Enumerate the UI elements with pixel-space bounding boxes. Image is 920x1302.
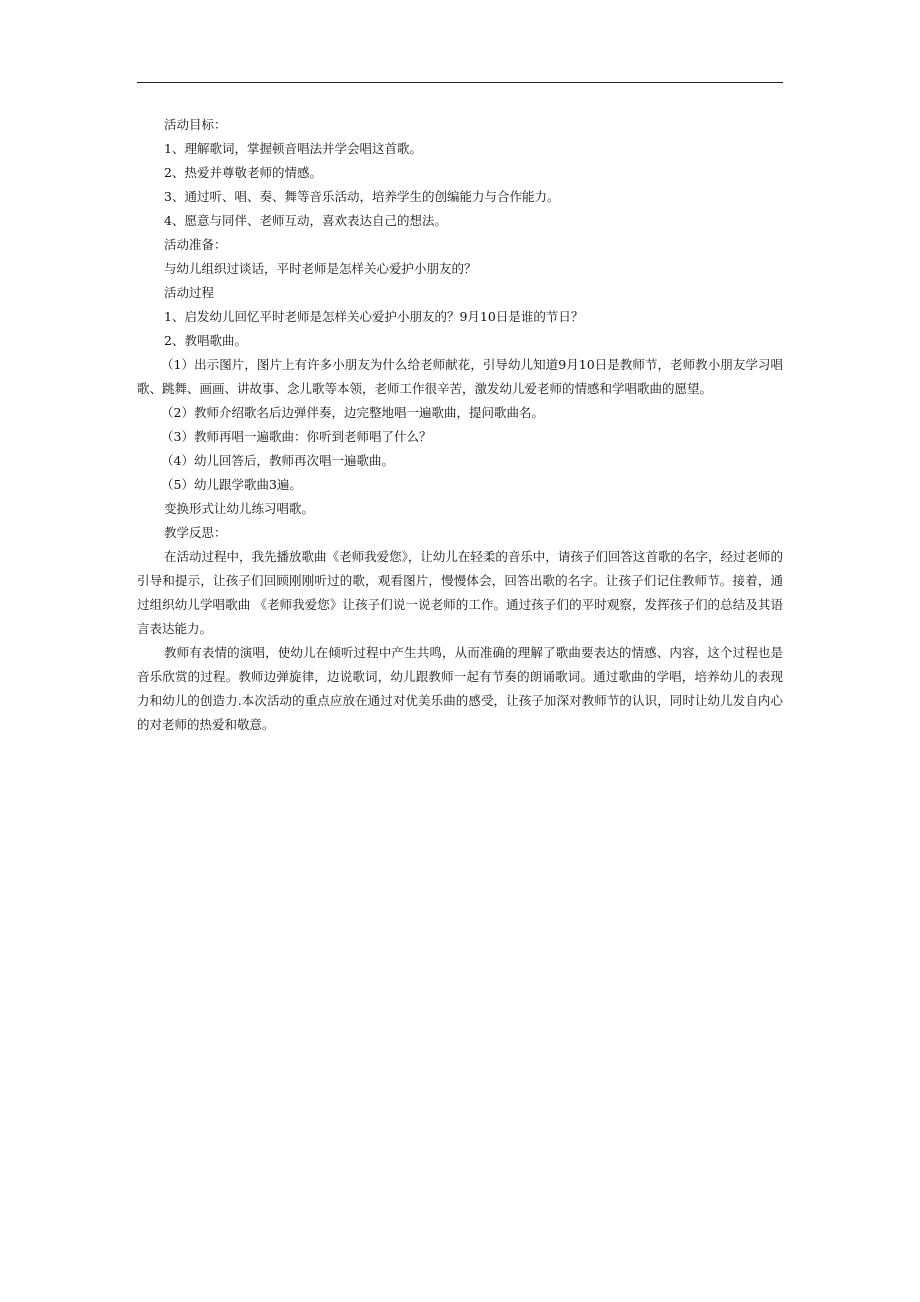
reflection-paragraph: 教师有表情的演唱，使幼儿在倾听过程中产生共鸣，从而准确的理解了歌曲要表达的情感、内容，这个过程也是音乐欣赏的过程。教师边弹旋律，边说歌词，幼儿跟教师一起有节奏的朗诵歌词。通过歌曲的学唱，培养幼儿的表现力和幼儿的创造力.本次活动的重点应放在通过对优美乐曲的感受，让孩子加深对教师节的认识，同时让幼儿发自内心的对老师的热爱和敬意。 [137, 645, 783, 732]
header-rule [137, 82, 783, 83]
reflection-heading: 教学反思： [164, 525, 227, 540]
sub-step: （5）幼儿跟学歌曲3遍。 [161, 477, 302, 492]
goal-item: 4、愿意与同伴、老师互动，喜欢表达自己的想法。 [164, 213, 447, 228]
sub-step: （2）教师介绍歌名后边弹伴奏，边完整地唱一遍歌曲，提问歌曲名。 [161, 405, 544, 420]
practice-text: 变换形式让幼儿练习唱歌。 [164, 501, 315, 516]
sub-step: （4）幼儿回答后，教师再次唱一遍歌曲。 [161, 453, 394, 468]
process-heading: 活动过程 [164, 285, 215, 300]
process-step: 1、启发幼儿回忆平时老师是怎样关心爱护小朋友的？9月10日是谁的节日？ [164, 309, 584, 324]
document-body [137, 113, 783, 737]
goal-item: 2、热爱并尊敬老师的情感。 [164, 165, 322, 180]
goal-item: 1、理解歌词，掌握顿音唱法并学会唱这首歌。 [164, 141, 422, 156]
process-step: 2、教唱歌曲。 [164, 333, 247, 348]
reflection-paragraph: 在活动过程中，我先播放歌曲《老师我爱您》，让幼儿在轻柔的音乐中，请孩子们回答这首歌的名字，经过老师的引导和提示，让孩子们回顾刚刚听过的歌，观看图片，慢慢体会，回答出歌的名字。让孩子们记住教师节。接着，通过组织幼儿学唱歌曲 《老师我爱您》让孩子们说一说老师的工作。通过孩子们的平时观察，发挥孩子们的总结及其语言表达能力。 [137, 549, 783, 636]
goals-heading: 活动目标： [164, 117, 227, 132]
sub-step: （3）教师再唱一遍歌曲：你听到老师唱了什么？ [161, 429, 432, 444]
goal-item: 3、通过听、唱、奏、舞等音乐活动，培养学生的创编能力与合作能力。 [164, 189, 560, 204]
prep-text: 与幼儿组织过谈话，平时老师是怎样关心爱护小朋友的？ [164, 261, 477, 276]
sub-step: （1）出示图片，图片上有许多小朋友为什么给老师献花，引导幼儿知道9月10日是教师节，老师教小朋友学习唱歌、跳舞、画画、讲故事、念儿歌等本领，老师工作很辛苦，激发幼儿爱老师的情感和学唱歌曲的愿望。 [137, 357, 783, 396]
prep-heading: 活动准备： [164, 237, 227, 252]
